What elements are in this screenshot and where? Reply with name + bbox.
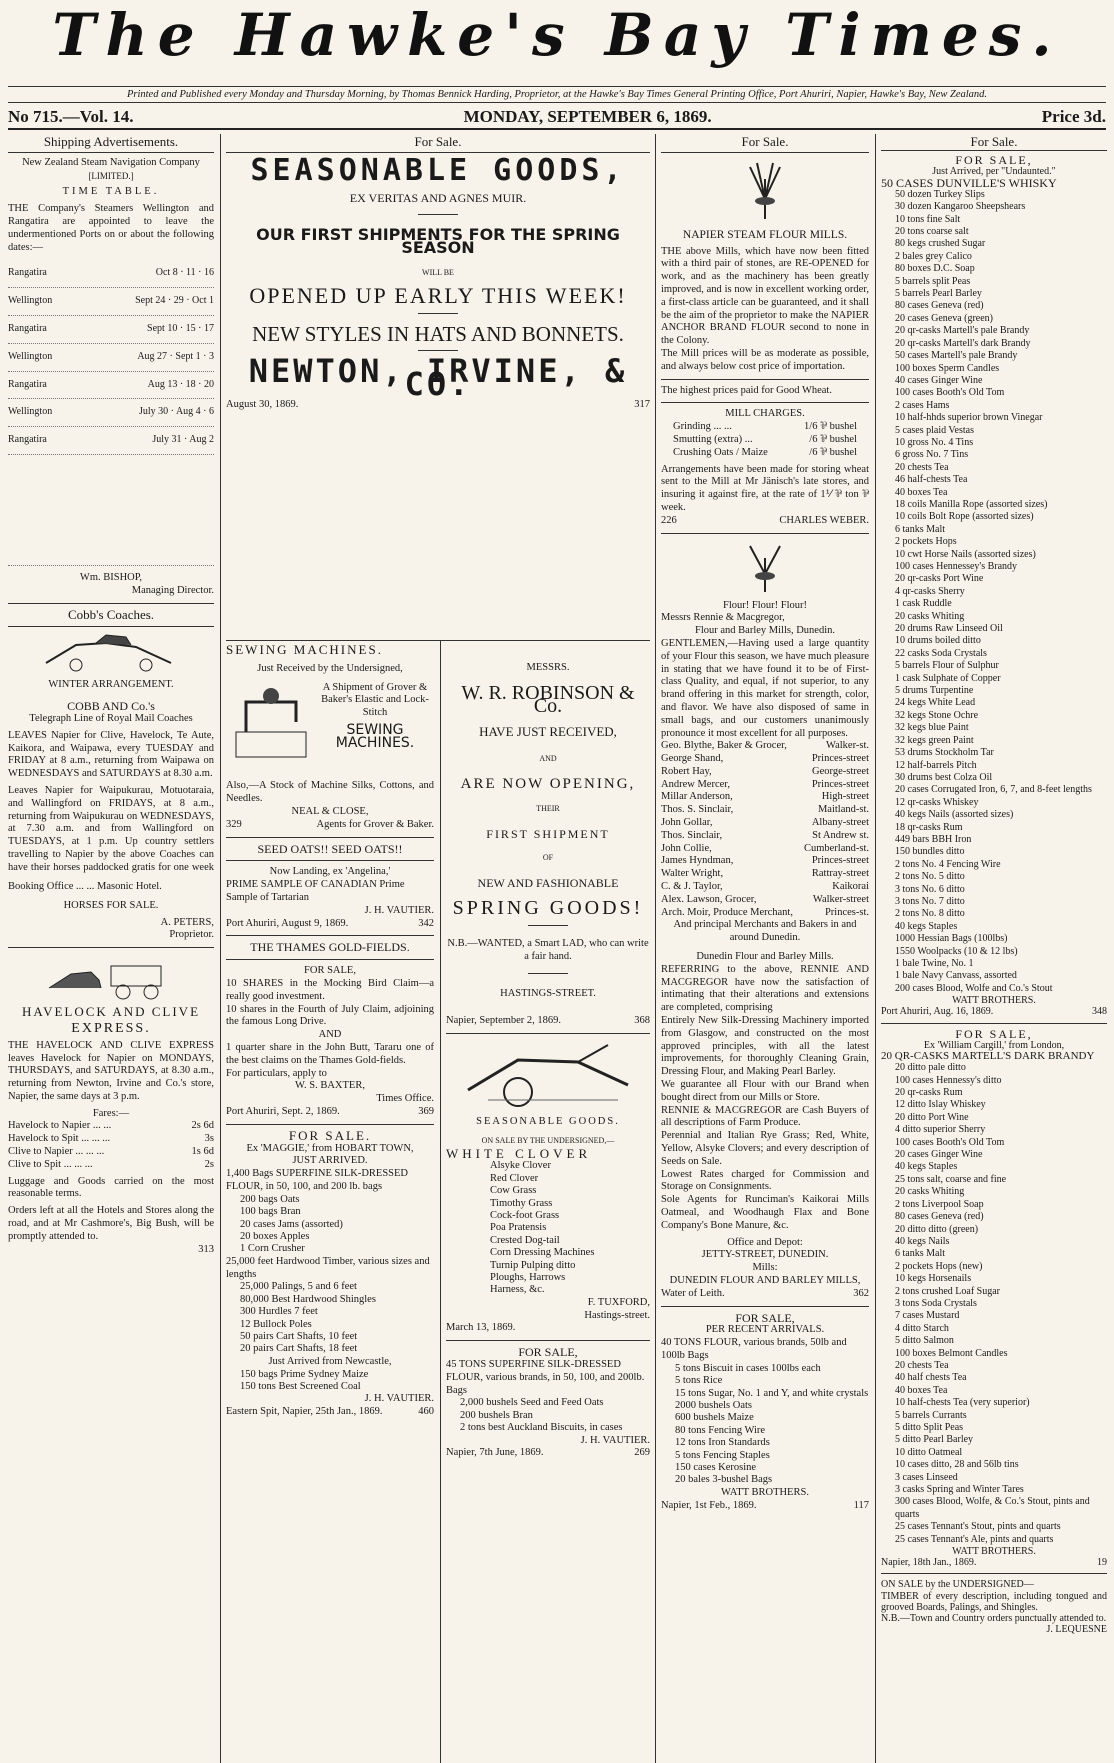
sewing-machine-icon	[226, 682, 316, 777]
watt-undaunted: Just Arrived, per "Undaunted."	[932, 166, 1056, 178]
newcastle-items: 150 bags Prime Sydney Maize 150 tons Best Screened Coal	[240, 1368, 369, 1392]
masthead-title: The Hawke's Bay Times.	[52, 1, 1062, 69]
cargill-footer: Napier, 18th Jan., 1869. 19	[881, 1557, 1107, 1569]
charge-row: Grinding ... ... 1/6 ⅌ bushel	[673, 421, 857, 433]
column-rule	[875, 134, 876, 1763]
lequesne-nb: N.B.—Town and Country orders punctually attended to.	[881, 1613, 1107, 1625]
signature: Wm. BISHOP,	[79, 571, 143, 583]
cargill-ship: Ex 'William Cargill,' from London,	[923, 1039, 1065, 1051]
seasonable-heading: SEASONABLE GOODS,	[250, 152, 626, 188]
flour-items: 2,000 bushels Seed and Feed Oats 200 bushels Bran 2 tons best Auckland Biscuits, in cases	[460, 1397, 623, 1434]
seed-footer: Port Ahuriri, August 9, 1869. 342	[226, 917, 434, 929]
signature-title: Managing Director.	[131, 584, 214, 596]
plough-illustration-icon	[446, 1040, 650, 1110]
robinson-first: FIRST SHIPMENT	[486, 826, 610, 841]
charge-row: Smutting (extra) ... /6 ⅌ bushel	[673, 433, 857, 445]
column-rule	[440, 640, 441, 1763]
highest-prices: The highest prices paid for Good Wheat.	[661, 384, 832, 396]
maggie-bags: 1,400 Bags SUPERFINE SILK-DRESSED FLOUR, in 50, 100, and 200 lb. bags	[226, 1168, 409, 1192]
havelock-heading: HAVELOCK AND CLIVE	[21, 1004, 201, 1020]
sewing-footer: 329 Agents for Grover & Baker.	[226, 818, 434, 830]
timetable-row: Rangatira July 31 · Aug 2	[8, 427, 214, 455]
booking-office: Booking Office ... ... Masonic Hotel.	[8, 880, 162, 892]
wheat-sheaf-icon	[661, 159, 869, 223]
peters-signature: A. PETERS,	[160, 916, 214, 928]
sewing-block	[226, 682, 434, 777]
sewing-also: Also,—A Stock of Machine Silks, Cottons, and Needles.	[226, 780, 434, 805]
seed-landing: Now Landing, ex 'Angelina,'	[269, 866, 391, 878]
recent-items2: 2000 bushels Oats 600 bushels Maize	[675, 1399, 754, 1424]
watt-footer: Port Ahuriri, Aug. 16, 1869. 348	[881, 1006, 1107, 1018]
lequesne-timber: TIMBER of every description, including tongued and grooved Boards, Palings, and Shingles.	[881, 1590, 1107, 1613]
jetty-street: JETTY-STREET, DUNEDIN.	[701, 1249, 829, 1261]
seed-prime: PRIME SAMPLE OF CANADIAN Prime Sample of Tartarian	[226, 879, 405, 903]
column-flour	[661, 134, 869, 1763]
arrangements: Arrangements have been made for storing wheat sent to the Mill at Mr Jänisch's late stores, and insuring it against fire, at the rate of 1⅟ ⅌ ton ⅌ week.	[661, 463, 869, 513]
coaches-heading: Cobb's Coaches.	[67, 606, 155, 622]
firm-footer: August 30, 1869. 317	[226, 398, 650, 410]
lequesne-signature: J. LEQUESNE	[1046, 1624, 1107, 1636]
maggie-heading: FOR SALE.	[288, 1127, 372, 1143]
timetable-rows	[8, 260, 214, 455]
recent-items3: 80 tons Fencing Wire 12 tons Iron Standards 5 tons Fencing Staples 150 cases Kerosine	[675, 1424, 770, 1473]
flour-vautier: J. H. VAUTIER.	[580, 1434, 650, 1446]
timetable-heading: TIME TABLE.	[62, 186, 160, 198]
water-footer: Water of Leith. 362	[661, 1287, 869, 1299]
mill-charges: MILL CHARGES.	[725, 408, 805, 420]
column-watt	[881, 134, 1107, 1763]
column-rule	[220, 134, 221, 1763]
column-heading: For Sale.	[661, 134, 869, 153]
robinson-hastings: HASTINGS-STREET.	[500, 988, 596, 1000]
column-heading: For Sale.	[226, 134, 650, 153]
neal-close: NEAL & CLOSE,	[291, 805, 369, 817]
company-limited: [LIMITED.]	[88, 170, 134, 181]
recent-forsale: FOR SALE,	[735, 1310, 795, 1325]
coach-text: LEAVES Napier for Clive, Havelock, Te Aute, Kaikora, and Waipawa, every TUESDAY and FRIDAY at 8 a.m., returning from Waipawa on WEDNESDAYS and SATURDAYS at 8.30 a.m.	[8, 729, 214, 780]
flour-tons: 45 TONS SUPERFINE SILK-DRESSED FLOUR, various brands, in 50, 100, and 200lb. Bags	[446, 1359, 645, 1396]
seed-vautier: J. H. VAUTIER.	[364, 904, 434, 916]
issue-price: Price 3d.	[1041, 107, 1106, 126]
testimonial-names: Geo. Blythe, Baker & Grocer, Walker-st. George Shand, Princes-street Robert Hay, George-street Andrew Mercer, Princes-street Millar Anderson, High-street Thos. S. Sinclair, Maitland-st. John Gollar, Albany-street Thos. Sinclair, St Andrew st. John Collie, Cumberland-st. James Hyndman, Princes-street Walter Wright, Rattray-street C. & J. Taylor, Kaikorai Alex. Lawson, Grocer, Walker-street Arch. Moir, Produce Merchant, Princes-st.	[661, 740, 869, 918]
ex-ships: EX VERITAS AND AGNES MUIR.	[349, 190, 527, 205]
recent-tons: 40 TONS FLOUR, various brands, 50lb and 100lb Bags	[661, 1337, 847, 1361]
fare-row: Havelock to Spit ... ... ... 3s	[8, 1133, 214, 1145]
charges-table	[661, 421, 869, 459]
column-2b	[446, 644, 650, 1763]
wheat-sheaf-icon	[661, 540, 869, 594]
firm-name: NEWTON, IRVINE, & CO.	[248, 352, 628, 404]
tuxford: F. TUXFORD,	[587, 1296, 650, 1308]
referring: REFERRING to the above, RENNIE AND MACGREGOR have now the satisfaction of intimating that their alterations and extensions are completed, comprising	[661, 963, 869, 1014]
column-rule	[655, 134, 656, 1763]
lequesne-onsale: ON SALE by the UNDERSIGNED—	[881, 1579, 1034, 1591]
thames-particulars: For particulars, apply to	[226, 1067, 327, 1079]
thames-forsale: FOR SALE,	[304, 965, 356, 977]
orders-number: 313	[198, 1243, 214, 1255]
column-2a	[226, 644, 434, 1763]
flour-forsale: FOR SALE,	[518, 1345, 578, 1360]
thames-times: Times Office.	[376, 1093, 434, 1105]
dunedin-mills: Dunedin Flour and Barley Mills.	[696, 951, 834, 963]
robinson-of: OF	[542, 853, 554, 863]
horse-cart-illustration-icon	[8, 954, 214, 1000]
timetable-row: Rangatira Oct 8 · 11 · 16	[8, 260, 214, 288]
coach-details: Leaves Napier for Waipukurau, Motuotaraia, and Wallingford on FRIDAYS, at 8 a.m., returning from Waipukurau on WEDNESDAYS, at 7.30 a.m. and from Wallingford on TUESDAYS, at 1 p.m. Up country settlers travelling to Napier by the above Coaches can have their horses paddocked gratis for one week	[8, 784, 214, 873]
sole-agents: Sole Agents for Runciman's Kaikorai Mills Oatmeal, and Woodhaugh Flax and Bone Company's Bone Manure, &c.	[661, 1194, 869, 1231]
office-depot: Office and Depot:	[727, 1236, 803, 1248]
maggie-arrived: JUST ARRIVED.	[292, 1155, 368, 1167]
sewing-received: Just Received by the Undersigned,	[257, 662, 403, 674]
peters-title: Proprietor.	[169, 929, 214, 941]
express-heading: EXPRESS.	[71, 1020, 151, 1036]
cash-buyers: RENNIE & MACGREGOR are Cash Buyers of all descriptions of Farm Produce.	[661, 1104, 869, 1129]
masthead	[0, 0, 1114, 80]
sewing-machines: SEWING MACHINES.	[335, 721, 415, 751]
robinson-opening: ARE NOW OPENING,	[460, 775, 636, 792]
timetable-row: Wellington Sept 24 · 29 · Oct 1	[8, 288, 214, 316]
issue-date: MONDAY, SEPTEMBER 6, 1869.	[463, 107, 712, 126]
will-be: WILL BE	[422, 267, 454, 277]
fares-table	[8, 1120, 214, 1171]
flour-footer: Napier, 7th June, 1869. 269	[446, 1447, 650, 1459]
robinson-their: THEIR	[536, 803, 560, 813]
coach-illustration-icon	[8, 633, 214, 673]
section-rule	[226, 640, 650, 641]
guarantee: We guarantee all Flour with our Brand when bought direct from our Mills or Store.	[661, 1079, 869, 1103]
flour-flour: Flour! Flour! Flour!	[723, 599, 807, 611]
newcastle: Just Arrived from Newcastle,	[268, 1355, 392, 1367]
watt-whisky: 50 CASES DUNVILLE'S WHISKY	[881, 175, 1057, 190]
column-heading: For Sale.	[881, 134, 1107, 151]
maggie-timber: 25,000 feet Hardwood Timber, various sizes and lengths	[226, 1255, 430, 1280]
fare-row: Havelock to Napier ... ... 2s 6d	[8, 1120, 214, 1132]
imprint-line: Printed and Published every Monday and Thursday Morning, by Thomas Bennick Harding, Proprietor, at the Hawke's Bay Times General Printing Office, Port Ahuriri, Napier, Hawke's Bay, New Zealand.	[8, 86, 1106, 103]
robinson-new: NEW AND FASHIONABLE	[477, 876, 619, 891]
rennie-mills: Flour and Barley Mills, Dunedin.	[695, 625, 835, 637]
new-styles: NEW STYLES IN HATS AND BONNETS.	[252, 321, 624, 346]
cobb-heading: COBB AND Co.'s	[67, 699, 155, 714]
mills-text2: The Mill prices will be as moderate as possible, and always below cost price of importation.	[661, 347, 869, 372]
robinson-have: HAVE JUST RECEIVED,	[479, 724, 617, 740]
dateline	[8, 106, 1106, 130]
perennial: Perennial and Italian Rye Grass; Red, White, Yellow, Alsyke Clovers; and every description of Seeds on Sale.	[661, 1130, 869, 1167]
rennie-addressee: Messrs Rennie & Macgregor,	[661, 612, 785, 624]
timetable-row: Rangatira Sept 10 · 15 · 17	[8, 316, 214, 344]
robinson-messrs: MESSRS.	[526, 662, 570, 673]
thames-heading: THE THAMES GOLD-FIELDS.	[250, 940, 410, 955]
recent-watt: WATT BROTHERS.	[721, 1486, 809, 1498]
maggie-footer: Eastern Spit, Napier, 25th Jan., 1869. 460	[226, 1406, 434, 1418]
maggie-items2: 25,000 Palings, 5 and 6 feet 80,000 Best Hardwood Shingles 300 Hurdles 7 feet 12 Bullock Poles 50 pairs Cart Shafts, 10 feet 20 pairs Cart Shafts, 18 feet	[240, 1281, 376, 1355]
white-clover: WHITE CLOVER	[446, 1145, 592, 1161]
recent-arrivals: PER RECENT ARRIVALS.	[705, 1324, 825, 1336]
cargill-watt: WATT BROTHERS.	[952, 1546, 1036, 1558]
maggie-ship: Ex 'MAGGIE,' from HOBART TOWN,	[246, 1142, 414, 1154]
lowest-rates: Lowest Rates charged for Commission and Storage on Consignments.	[661, 1168, 869, 1193]
maggie-items: 200 bags Oats 100 bags Bran 20 cases Jams (assorted) 20 boxes Apples 1 Corn Crusher	[240, 1193, 343, 1255]
watt-signature: WATT BROTHERS.	[952, 995, 1036, 1007]
timetable-row: Rangatira Aug 13 · 18 · 20	[8, 372, 214, 400]
robinson-firm: W. R. ROBINSON & Co.	[461, 681, 635, 717]
robinson-spring: SPRING GOODS!	[452, 896, 644, 919]
tuxford-date: March 13, 1869.	[446, 1322, 516, 1334]
thames-shares: 10 SHARES in the Mocking Bird Claim—a really good investment.	[226, 977, 434, 1002]
luggage-note: Luggage and Goods carried on the most reasonable terms.	[8, 1175, 214, 1200]
mills-text: THE above Mills, which have now been fitted with a third pair of stones, are RE-OPENED for work, and as the machinery has been greatly improved, and is now in excellent working order, a first-class article can be guaranteed, and it shall be the aim of the proprietor to make the NAPIER ANCHOR BRAND FLOUR second to none in the Colony.	[661, 245, 869, 347]
first-shipments: OUR FIRST SHIPMENTS FOR THE SPRING SEASON	[256, 225, 620, 258]
timetable-intro: THE Company's Steamers Wellington and Rangatira are appointed to leave the undermentioned Ports on or about the following dates:—	[8, 203, 214, 253]
mills-label: Mills:	[752, 1262, 778, 1274]
maggie-vautier: J. H. VAUTIER.	[364, 1393, 434, 1405]
column-heading: Shipping Advertisements.	[8, 134, 214, 153]
mills-heading: NAPIER STEAM FLOUR MILLS.	[682, 228, 848, 241]
sewing-shipment: A Shipment of Grover & Baker's Elastic and Lock-Stitch	[321, 681, 429, 719]
weber-footer: 226 CHARLES WEBER.	[661, 514, 869, 526]
gentlemen-letter: GENTLEMEN,—Having used a large quantity of your Flour this season, we have much pleasure in stating that we have found it to be of First-class Quality, and equal, if not superior, to any brand offering in this market for strength, color, and flavor. We have also disposed of same in small bags, and our customers unanimously pronounce it most excellent for all purposes.	[661, 637, 869, 739]
seed-oats-heading: SEED OATS!! SEED OATS!!	[257, 841, 403, 856]
horses-for-sale: HORSES FOR SALE.	[63, 899, 159, 911]
entirely-new: Entirely New Silk-Dressing Machinery imported from Glasgow, and constructed on the most approved principles, with all the latest improvements, for thoroughly Cleaning Grain, Dressing Flour, and Making Pearl Barley.	[661, 1015, 869, 1078]
thames-fourth: 10 shares in the Fourth of July Claim, adjoining the famous Long Drive.	[226, 1003, 434, 1028]
winter-arrangement: WINTER ARRANGEMENT.	[48, 679, 174, 691]
clover-items: Alsyke Clover Red Clover Cow Grass Timothy Grass Cock-foot Grass Poa Pratensis Crested Dog-tail Corn Dressing Machines Turnip Pulping ditto Ploughs, Harrows Harness, &c.	[490, 1160, 595, 1296]
seasonable2: SEASONABLE GOODS.	[476, 1115, 620, 1127]
onsale-undersigned: ON SALE BY THE UNDERSIGNED,—	[481, 1135, 615, 1145]
dunedin-barley: DUNEDIN FLOUR AND BARLEY MILLS,	[669, 1274, 861, 1286]
fare-row: Clive to Napier ... ... ... 1s 6d	[8, 1146, 214, 1158]
watt-items: 50 dozen Turkey Slips 30 dozen Kangaroo Sheepshears 10 tons fine Salt 20 tons coarse salt 80 kegs crushed Sugar 2 bales grey Calico 80 boxes D.C. Soap 5 barrels split Peas 5 barrels Pearl Barley 80 cases Geneva (red) 20 cases Geneva (green) 20 qr-casks Martell's pale Brandy 20 qr-casks Martell's dark Brandy 50 cases Martell's pale Brandy 100 boxes Sperm Candles 40 cases Ginger Wine 100 cases Booth's Old Tom 2 cases Hams 10 half-hhds superior brown Vinegar 5 cases plaid Vestas 10 gross No. 4 Tins 6 gross No. 7 Tins 20 chests Tea 46 half-chests Tea 40 boxes Tea 18 coils Manilla Rope (assorted sizes) 10 coils Bolt Rope (assorted sizes) 6 tanks Malt 2 pockets Hops 10 cwt Horse Nails (assorted sizes) 100 cases Hennessey's Brandy 20 qr-casks Port Wine 4 qr-casks Sherry 1 cask Ruddle 20 casks Whiting 20 drums Raw Linseed Oil 10 drums boiled ditto 22 casks Soda Crystals 5 barrels Flour of Sulphur 1 cask Sulphate of Copper 5 drums Turpentine 24 kegs White Lead 32 kegs Stone Ochre 32 kegs blue Paint 32 kegs green Paint 53 drums Stockholm Tar 12 half-barrels Pitch 30 drums best Colza Oil 20 cases Corrugated Iron, 6, 7, and 8-feet lengths 12 qr-casks Whiskey 40 kegs Nails (assorted sizes) 18 qr-casks Rum 449 bars BBH Iron 150 bundles ditto 2 tons No. 4 Fencing Wire 2 tons No. 5 ditto 3 tons No. 6 ditto 3 tons No. 7 ditto 2 tons No. 8 ditto 40 kegs Staples 1000 Hessian Bags (100lbs) 1550 Woolpacks (10 & 12 lbs) 1 bale Twine, No. 1 1 bale Navy Canvass, assorted 200 cases Blood, Wolfe and Co.'s Stout	[895, 188, 1092, 994]
column-shipping	[8, 134, 214, 1763]
thames-baxter: W. S. BAXTER,	[295, 1080, 365, 1092]
fares-heading: Fares:—	[92, 1107, 130, 1119]
timetable-vertical-labels	[8, 455, 214, 566]
timetable-row: Wellington Aug 27 · Sept 1 · 3	[8, 344, 214, 372]
opened-up: OPENED UP EARLY THIS WEEK!	[249, 282, 627, 308]
thames-and: AND	[318, 1029, 342, 1041]
fare-row: Clive to Spit ... ... ... 2s	[8, 1158, 214, 1170]
issue-number: No 715.—Vol. 14.	[8, 107, 134, 126]
recent-footer: Napier, 1st Feb., 1869. 117	[661, 1499, 869, 1511]
sewing-heading: SEWING MACHINES.	[226, 644, 383, 657]
recent-items4: 20 bales 3-bushel Bags	[675, 1474, 773, 1486]
principal-merchants: And principal Merchants and Bakers in and around Dunedin.	[673, 919, 857, 944]
tuxford-street: Hastings-street.	[584, 1309, 650, 1321]
cargill-items: 20 ditto pale ditto 100 cases Hennessy's ditto 20 qr-casks Rum 12 ditto Islay Whiskey 20 ditto Port Wine 4 ditto superior Sherry 100 cases Booth's Old Tom 20 cases Ginger Wine 40 kegs Staples 25 tons salt, coarse and fine 20 casks Whiting 2 tons Liverpool Soap 80 cases Geneva (red) 20 ditto ditto (green) 40 kegs Nails 6 tanks Malt 2 pockets Hops (new) 10 kegs Horsenails 2 tons crushed Loaf Sugar 3 tons Soda Crystals 7 cases Mustard 4 ditto Starch 5 ditto Salmon 100 boxes Belmont Candles 20 chests Tea 40 half chests Tea 40 boxes Tea 10 half-chests Tea (very superior) 5 barrels Currants 5 ditto Split Peas 5 ditto Pearl Barley 10 ditto Oatmeal 10 cases ditto, 28 and 56lb tins 3 cases Linseed 3 casks Spring and Winter Tares 300 cases Blood, Wolfe, & Co.'s Stout, pints and quarts 25 cases Tennant's Stout, pints and quarts 25 cases Tennant's Ale, pints and quarts	[895, 1062, 1090, 1545]
robinson-footer: Napier, September 2, 1869. 368	[446, 1015, 650, 1027]
thames-quarter: 1 quarter share in the John Butt, Tararu one of the best claims on the Thames Gold-fields.	[226, 1041, 434, 1066]
charge-row: Crushing Oats / Maize /6 ⅌ bushel	[673, 446, 857, 458]
thames-footer: Port Ahuriri, Sept. 2, 1869. 369	[226, 1105, 434, 1117]
timetable-row: Wellington July 30 · Aug 4 · 6	[8, 399, 214, 427]
recent-items: 5 tons Biscuit in cases 100lbs each 5 tons Rice 15 tons Sugar, No. 1 and Y, and white crystals	[675, 1362, 869, 1399]
watt-forsale: FOR SALE,	[955, 153, 1033, 168]
havelock-text: THE HAVELOCK AND CLIVE EXPRESS leaves Havelock for Napier on MONDAYS, THURSDAYS, and SATURDAYS, at 8.30 a.m., returning from Newton, Irvine and Co.'s store, Napier, the same days at 3 p.m.	[8, 1039, 214, 1102]
telegraph-line: Telegraph Line of Royal Mail Coaches	[29, 712, 193, 724]
robinson-and: AND	[539, 754, 557, 764]
orders-note: Orders left at all the Hotels and Stores along the road, and at Mr Cashmore's, Big Bush, will be promptly attended to.	[8, 1205, 214, 1242]
cargill-brandy: 20 QR-CASKS MARTELL'S DARK BRANDY	[881, 1050, 1095, 1063]
robinson-wanted: N.B.—WANTED, a Smart LAD, who can write a fair hand.	[447, 937, 649, 962]
company-name: New Zealand Steam Navigation Company	[22, 156, 200, 168]
cargill-forsale: FOR SALE,	[955, 1026, 1033, 1041]
